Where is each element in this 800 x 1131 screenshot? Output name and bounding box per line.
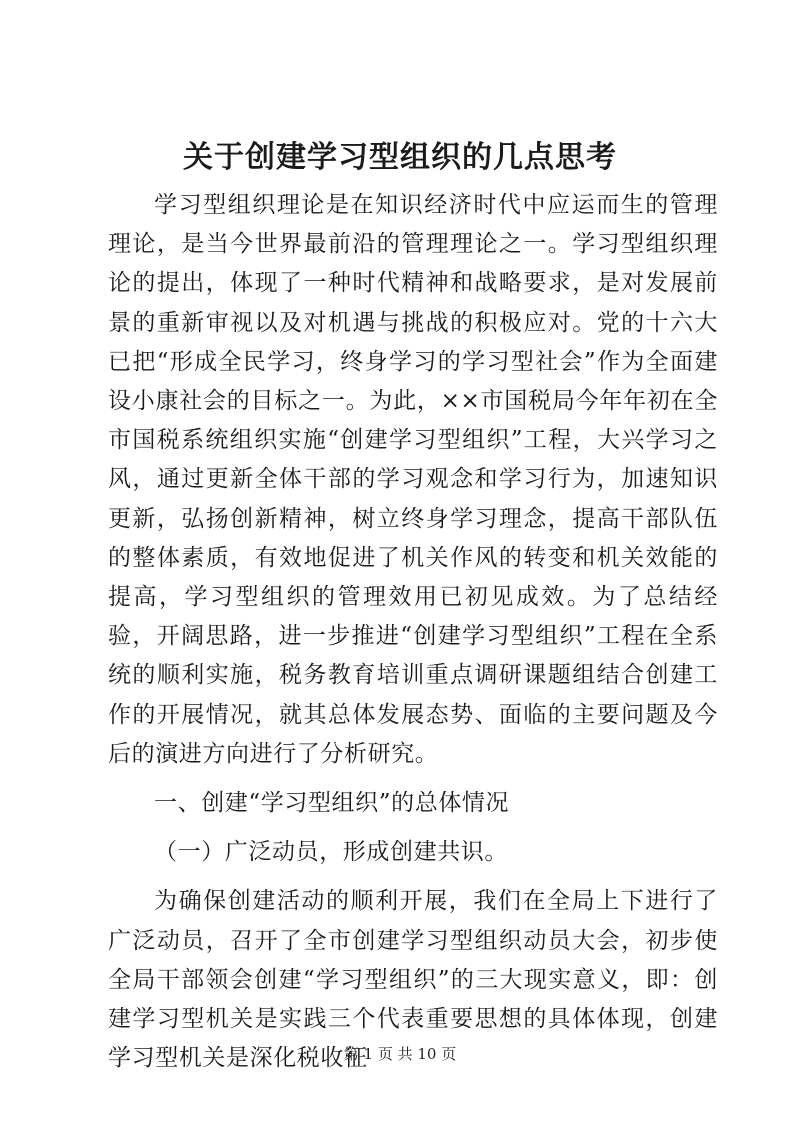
document-title: 关于创建学习型组织的几点思考	[183, 140, 617, 175]
section-heading-1: 一、创建“学习型组织”的总体情况	[154, 790, 510, 817]
page-indicator: 第 1 页 共 10 页	[343, 1045, 457, 1063]
paragraph-intro: 学习型组织理论是在知识经济时代中应运而生的管理理论，是当今世界最前沿的管理理论之一。学习型组织理论的提出，体现了一种时代精神和战略要求，是对发展前景的重新审视以及对机遇与挑战的积极应对。党的十六大已把“形成全民学习，终身学习的学习型社会”作为全面建设小康社会的目标之一。为此，××市国税局今年年初在全市国税系统组织实施“创建学习型组织”工程，大兴学习之风，通过更新全体干部的学习观念和学习行为，加速知识更新，弘扬创新精神，树立终身学习理念，提高干部队伍的整体素质，有效地促进了机关作风的转变和机关效能的提高，学习型组织的管理效用已初见成效。为了总结经验，开阔思路，进一步推进“创建学习型组织”工程在全系统的顺利实施，税务教育培训重点调研课题组结合创建工作的开展情况，就其总体发展态势、面临的主要问题及今后的演进方向进行了分析研究。	[108, 192, 718, 767]
paragraph-mobilization: 为确保创建活动的顺利开展，我们在全局上下进行了广泛动员，召开了全市创建学习型组织动员大会，初步使全局干部领会创建“学习型组织”的三大现实意义，即：创建学习型机关是实践三个代表重要思想的具体体现，创建学习型机关是深化税收征	[108, 888, 718, 1072]
document-body	[108, 186, 718, 1078]
subsection-heading-1: （一）广泛动员，形成创建共识。	[154, 839, 508, 866]
